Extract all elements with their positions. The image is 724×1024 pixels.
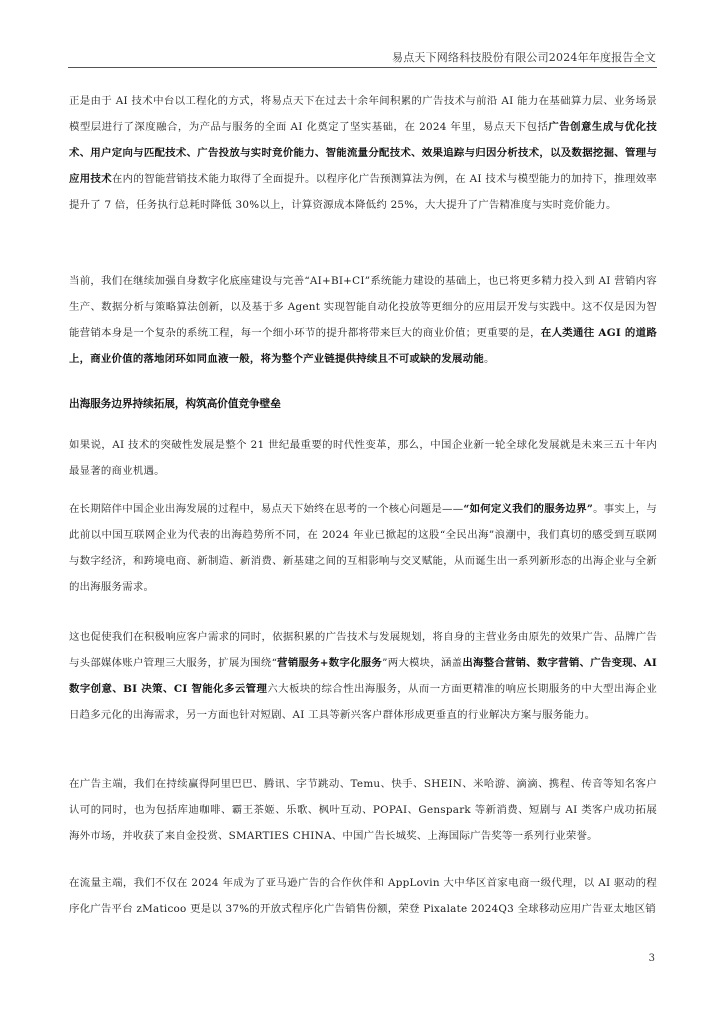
page-number: 3	[648, 953, 655, 964]
paragraph-current-strategy: 当前，我们在继续加强自身数字化底座建设与完善“AI+BI+CI”系统能力建设的基础上，也已将更多精力投入到 AI 营销内容生产、数据分析与策略算法创新，以及基于多 Agent 实现智能自动化投放等更细分的应用层开发与实践中。这不仅是因为智能营销本身是一个复杂的系统工程，每一个细小环节的提升都将带来巨大的商业价值；更重要的是，在人类通往 AGI 的道路上，商业价值的落地闭环如同血液一般，将为整个产业链提供持续且不可或缺的发展动能。	[69, 275, 657, 365]
bold-six-segments: 出海整合营销、数字营销、广告变现、AI 数字创意、BI 决策、CI 智能化多云管理	[69, 657, 658, 695]
bold-service-boundary-question: “如何定义我们的服务边界”	[463, 503, 594, 515]
paragraph-service-boundary: 在长期陪伴中国企业出海发展的过程中，易点天下始终在思考的一个核心问题是——“如何定义我们的服务边界”。事实上，与此前以中国互联网企业为代表的出海趋势所不同，在 2024 年业已掀起的这股“全民出海”浪潮中，我们真切的感受到互联网与数字经济，和跨境电商、新制造、新消费、新基建之间的互相影响与交叉赋能，从而诞生出一系列新形态的出海企业与全新的出海服务需求。	[69, 503, 658, 593]
report-header-title: 易点天下网络科技股份有限公司2024年年度报告全文	[392, 51, 656, 64]
paragraph-globalization-opportunity: 如果说，AI 技术的突破性发展是整个 21 世纪最重要的时代性变革，那么，中国企业新一轮全球化发展就是未来三五十年内最显著的商业机遇。	[69, 439, 657, 477]
bold-service-modules: 营销服务+数字化服务	[277, 657, 383, 669]
bold-agi-commercial-value: 在人类通往 AGI 的道路上，商业价值的落地闭环如同血液一般，将为整个产业链提供持续且不可或缺的发展动能	[69, 327, 657, 365]
bold-tech-capabilities: 广告创意生成与优化技术、用户定向与匹配技术、广告投放与实时竞价能力、智能流量分配技术、效果追踪与归因分析技术，以及数据挖掘、管理与应用技术	[69, 121, 658, 185]
paragraph-publisher-side: 在流量主端，我们不仅在 2024 年成为了亚马逊广告的合作伙伴和 AppLovin 大中华区首家电商一级代理，以 AI 驱动的程序化广告平台 zMaticoo 更是以 37%的开放式程序化广告销售份额，荣登 Pixalate 2024Q3 全球移动应用广告亚太地区销	[69, 877, 657, 915]
paragraph-business-expansion: 这也促使我们在积极响应客户需求的同时，依据积累的广告技术与发展规划，将自身的主营业务由原先的效果广告、品牌广告与头部媒体账户管理三大服务，扩展为围绕“营销服务+数字化服务”两大模块，涵盖出海整合营销、数字营销、广告变现、AI 数字创意、BI 决策、CI 智能化多云管理六大板块的综合性出海服务，从而一方面更精准的响应长期服务的中大型出海企业日趋多元化的出海需求，另一方面也针对短剧、AI 工具等新兴客户群体形成更垂直的行业解决方案与服务能力。	[69, 631, 658, 721]
section-heading: 出海服务边界持续拓展，构筑高价值竞争壁垒	[69, 398, 281, 410]
paragraph-ai-tech-platform: 正是由于 AI 技术中台以工程化的方式，将易点天下在过去十余年间积累的广告技术与前沿 AI 能力在基础算力层、业务场景模型层进行了深度融合，为产品与服务的全面 AI 化奠定了坚实基础，在 2024 年里，易点天下包括广告创意生成与优化技术、用户定向与匹配技术、广告投放与实时竞价能力、智能流量分配技术、效果追踪与归因分析技术，以及数据挖掘、管理与应用技术在内的智能营销技术能力取得了全面提升。以程序化广告预测算法为例，在 AI 技术与模型能力的加持下，推理效率提升了 7 倍，任务执行总耗时降低 30%以上，计算资源成本降低约 25%，大大提升了广告精准度与实时竞价能力。	[69, 95, 658, 211]
paragraph-advertiser-side: 在广告主端，我们在持续赢得阿里巴巴、腾讯、字节跳动、Temu、快手、SHEIN、米哈游、滴滴、携程、传音等知名客户认可的同时，也为包括库迪咖啡、霸王茶姬、乐歌、枫叶互动、POPAI、Genspark 等新消费、短剧与 AI 类客户成功拓展海外市场，并收获了来自金投赏、SMARTIES CHINA、中国广告长城奖、上海国际广告奖等一系列行业荣誉。	[69, 778, 657, 842]
header-divider	[68, 67, 657, 68]
